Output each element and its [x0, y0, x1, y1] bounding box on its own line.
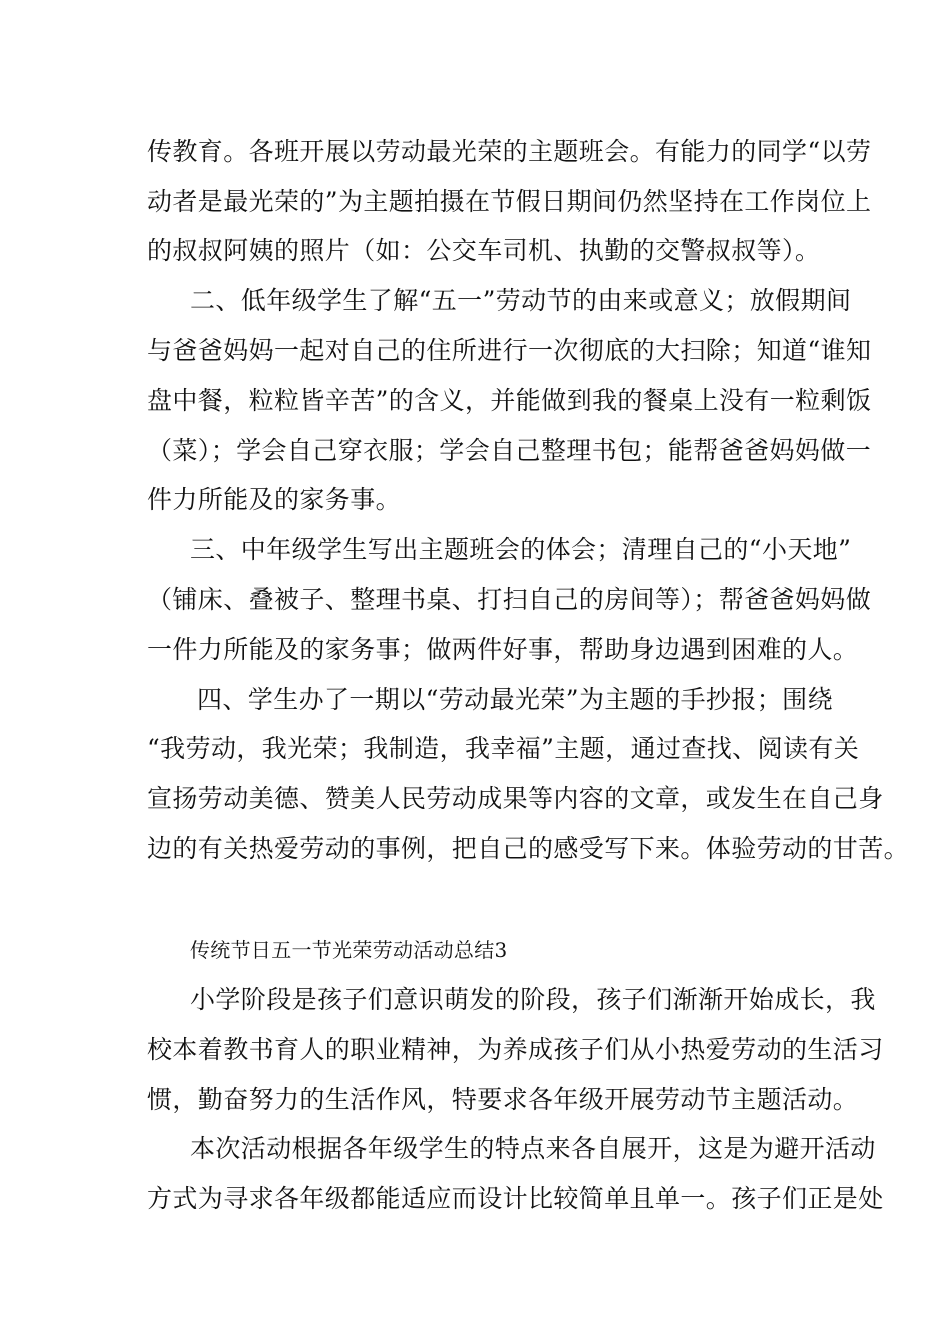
paragraph-line: （菜）；学会自己穿衣服；学会自己整理书包；能帮爸爸妈妈做一	[147, 436, 872, 465]
paragraph-line: 动者是最光荣的”为主题拍摄在节假日期间仍然坚持在工作岗位上	[147, 187, 872, 216]
paragraph-line: 方式为寻求各年级都能适应而设计比较简单且单一。孩子们正是处	[147, 1184, 884, 1213]
paragraph-line: 盘中餐，粒粒皆辛苦”的含义，并能做到我的餐桌上没有一粒剩饭	[147, 386, 872, 415]
section-heading: 传统节日五一节光荣劳动活动总结3	[190, 938, 508, 962]
paragraph-line: 四、学生办了一期以“劳动最光荣”为主题的手抄报；围绕	[197, 685, 833, 714]
paragraph-line: 一件力所能及的家务事；做两件好事，帮助身边遇到困难的人。	[147, 635, 859, 664]
paragraph-line: “我劳动，我光荣；我制造，我幸福”主题，通过查找、阅读有关	[147, 734, 860, 763]
paragraph-line: 件力所能及的家务事。	[147, 485, 402, 514]
paragraph-line: 与爸爸妈妈一起对自己的住所进行一次彻底的大扫除；知道“谁知	[147, 336, 872, 365]
paragraph-line: 的叔叔阿姨的照片（如：公交车司机、执勤的交警叔叔等）。	[147, 236, 821, 265]
paragraph-line: 三、中年级学生写出主题班会的体会；清理自己的“小天地”	[190, 535, 852, 564]
paragraph-line: 校本着教书育人的职业精神，为养成孩子们从小热爱劳动的生活习	[147, 1035, 884, 1064]
paragraph-line: 小学阶段是孩子们意识萌发的阶段，孩子们渐渐开始成长，我	[190, 985, 876, 1014]
paragraph-line: 边的有关热爱劳动的事例，把自己的感受写下来。体验劳动的甘苦。	[147, 834, 910, 863]
paragraph-line: 传教育。各班开展以劳动最光荣的主题班会。有能力的同学“以劳	[147, 137, 872, 166]
paragraph-line: 本次活动根据各年级学生的特点来各自展开，这是为避开活动	[190, 1134, 876, 1163]
paragraph-line: （铺床、叠被子、整理书桌、打扫自己的房间等）；帮爸爸妈妈做	[147, 585, 872, 614]
paragraph-line: 二、低年级学生了解“五一”劳动节的由来或意义；放假期间	[190, 286, 852, 315]
paragraph-line: 宣扬劳动美德、赞美人民劳动成果等内容的文章，或发生在自己身	[147, 784, 884, 813]
paragraph-line: 惯，勤奋努力的生活作风，特要求各年级开展劳动节主题活动。	[147, 1085, 859, 1114]
